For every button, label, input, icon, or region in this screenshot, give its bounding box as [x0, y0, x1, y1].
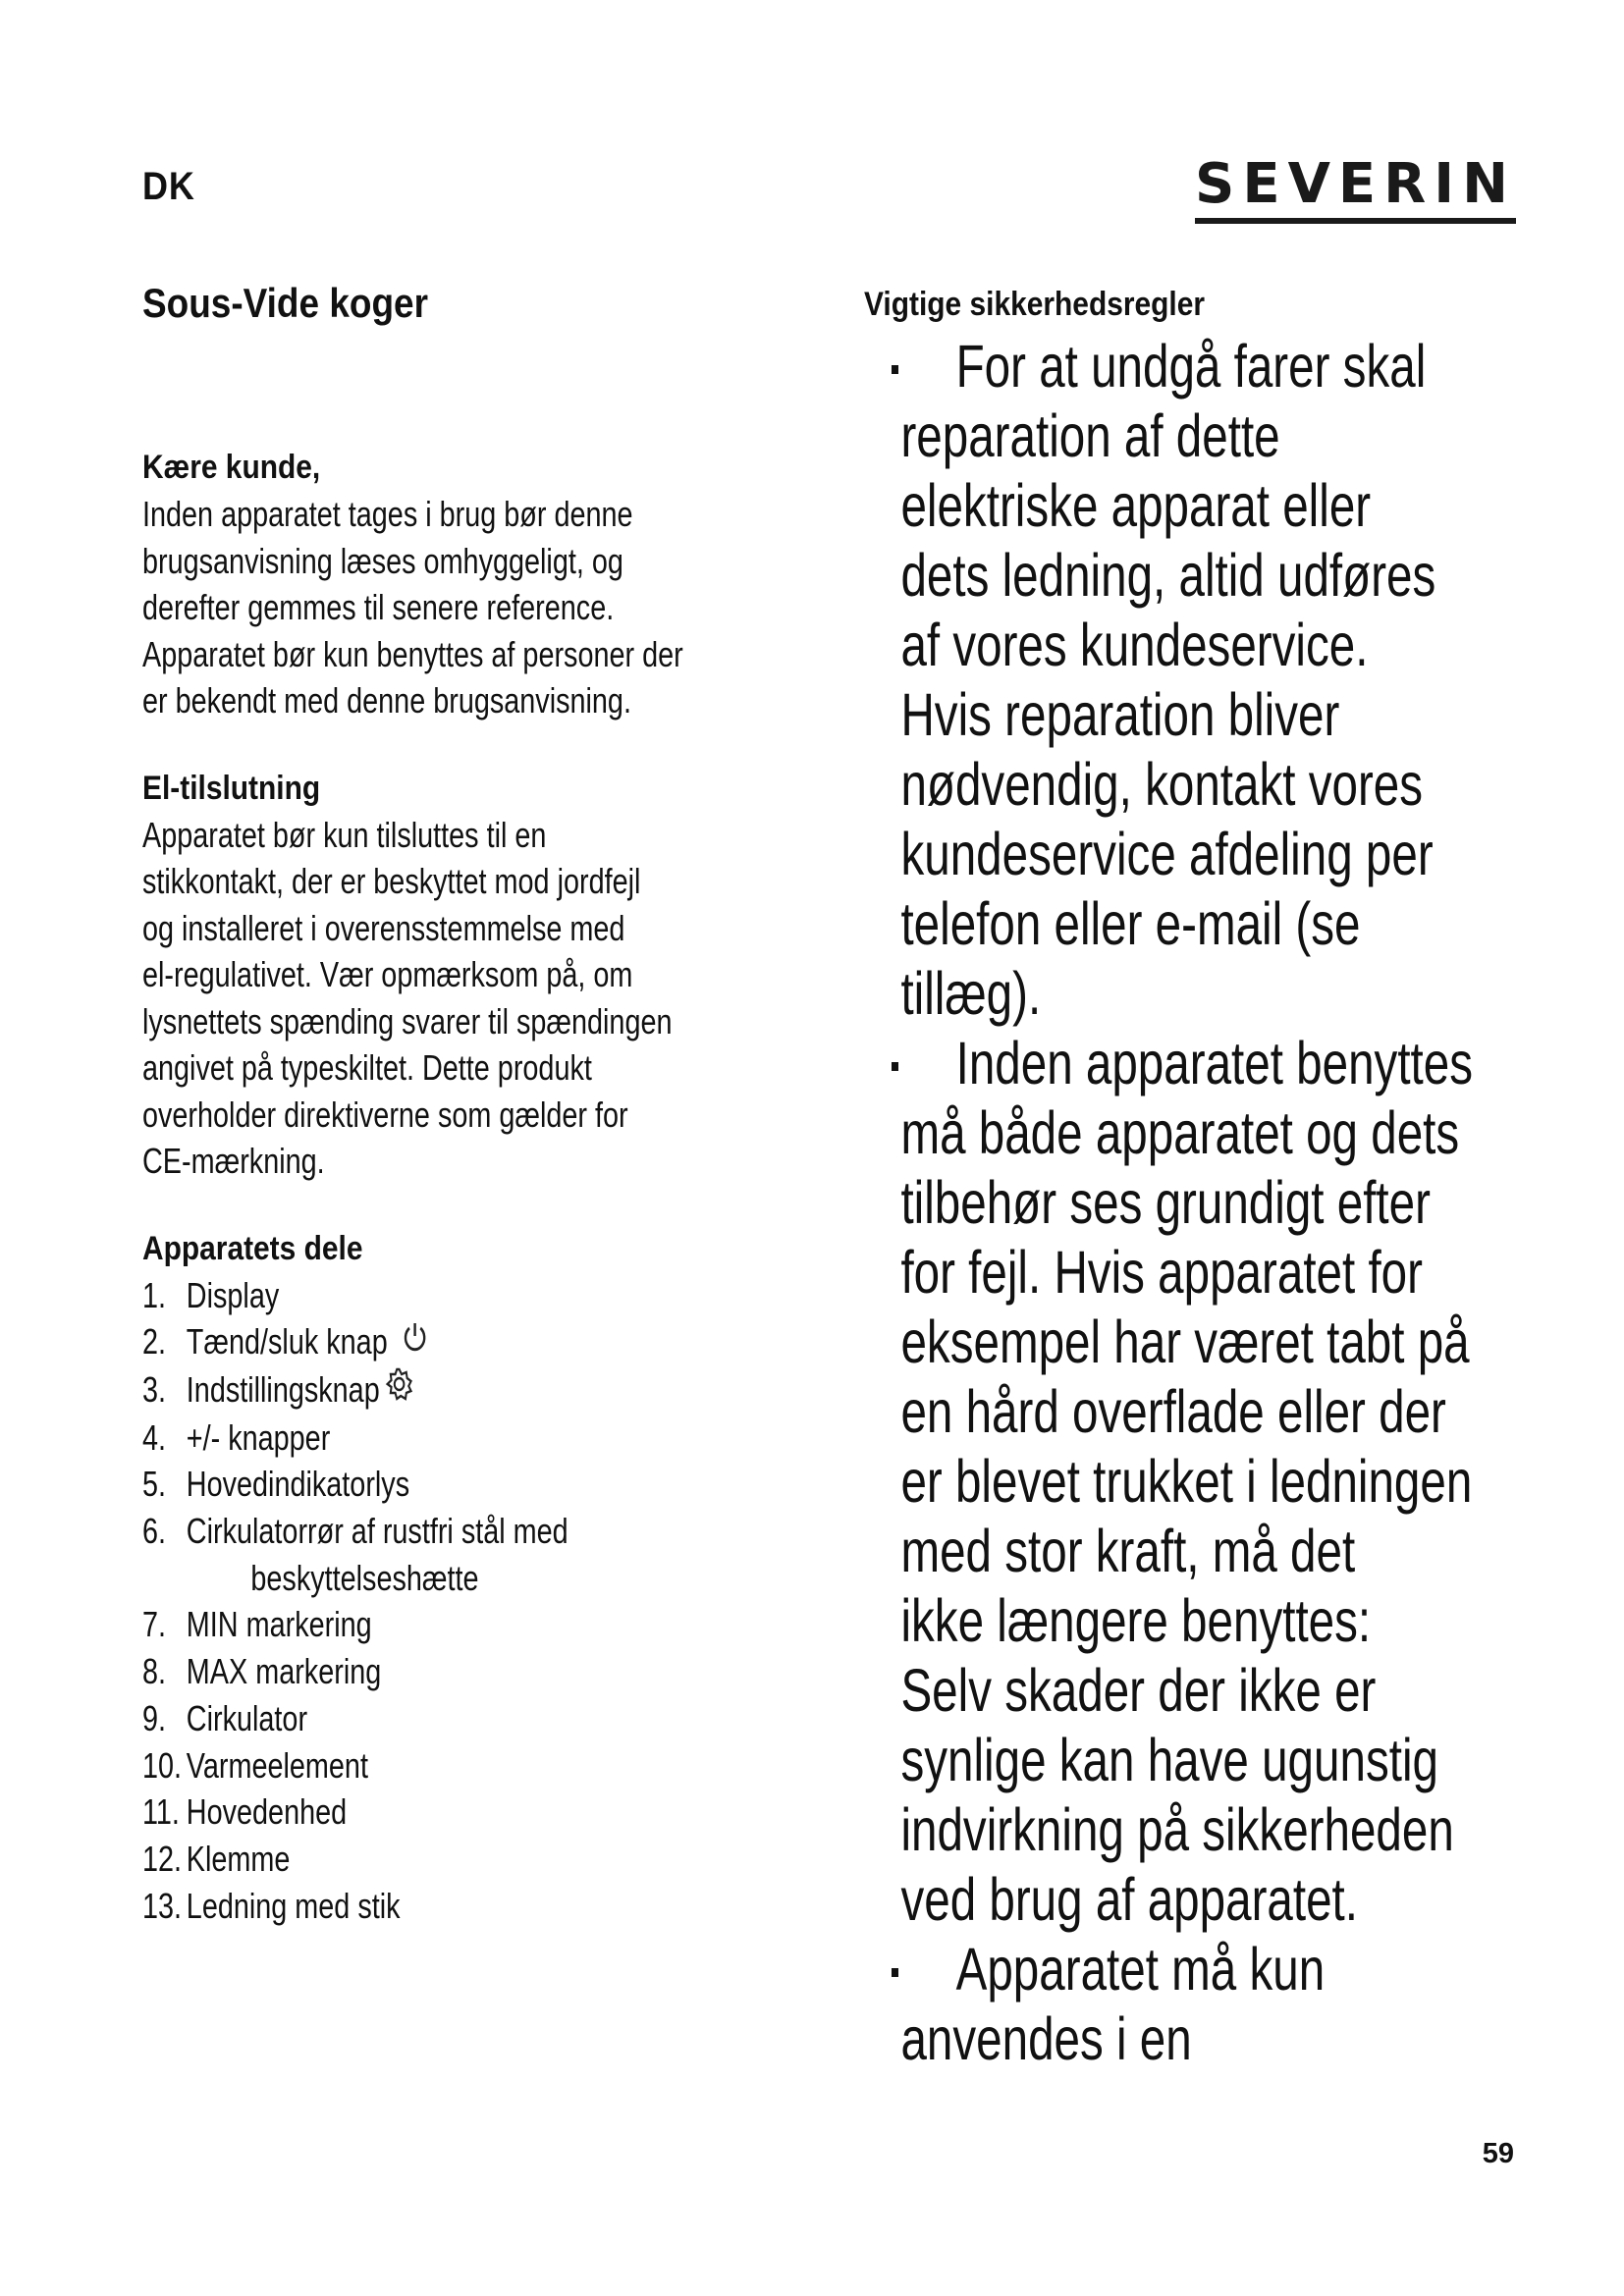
list-item: [142, 1318, 677, 1365]
electrical-line: CE-mærkning.: [142, 1141, 325, 1181]
safety-line: er blevet trukket i ledningen: [900, 1448, 1473, 1515]
safety-bullet: [864, 1029, 1551, 1935]
safety-line: må både apparatet og dets: [900, 1099, 1460, 1166]
intro-line: Apparatet bør kun benyttes af personer der: [142, 633, 683, 674]
electrical-line: el-regulativet. Vær opmærksom på, om: [142, 954, 633, 994]
electrical-line: lysnettets spænding svarer til spændingen: [142, 1000, 673, 1041]
safety-line: telefon eller e-mail (se: [900, 890, 1361, 957]
item-label: Cirkulatorrør af rustfri stål med: [186, 1511, 568, 1552]
safety-line: kundeservice afdeling per: [900, 821, 1434, 887]
item-number: 4.: [142, 1416, 167, 1458]
item-label: MAX markering: [186, 1651, 382, 1692]
list-item: [142, 1508, 677, 1555]
safety-line: reparation af dette: [900, 402, 1280, 469]
item-label: MIN markering: [186, 1604, 372, 1645]
electrical-line: stikkontakt, der er beskyttet mod jordfejl: [142, 861, 641, 901]
item-number: 12.: [142, 1838, 183, 1879]
intro-line: Inden apparatet tages i brug bør denne: [142, 494, 633, 534]
intro-heading: Kære kunde,: [142, 449, 321, 486]
parts-list: [142, 1272, 810, 1930]
parts-section: [142, 1226, 810, 1930]
brand-logo: SEVERIN: [1195, 157, 1516, 224]
list-item: [142, 1648, 677, 1695]
safety-line: Inden apparatet benyttes: [955, 1030, 1474, 1096]
item-label: Hovedenhed: [186, 1791, 348, 1833]
item-label: Tænd/sluk knap: [186, 1321, 388, 1362]
electrical-line: Apparatet bør kun tilsluttes til en: [142, 814, 547, 855]
list-item: [142, 1789, 677, 1836]
list-item: [142, 1272, 677, 1319]
list-item: [142, 1461, 677, 1508]
safety-line: for fejl. Hvis apparatet for: [900, 1239, 1423, 1306]
safety-line: Selv skader der ikke er: [900, 1657, 1377, 1724]
item-label: Hovedindikatorlys: [186, 1464, 410, 1505]
list-item: [142, 1695, 677, 1742]
intro-section: [142, 445, 810, 724]
safety-line: med stor kraft, må det: [900, 1518, 1356, 1584]
item-label: Klemme: [186, 1838, 291, 1879]
safety-line: Hvis reparation bliver: [900, 681, 1340, 748]
safety-bullet: [864, 1935, 1551, 2074]
safety-line: nødvendig, kontakt vores: [900, 751, 1424, 818]
left-column: [142, 280, 810, 1970]
safety-heading: Vigtige sikkerhedsregler: [864, 286, 1206, 323]
safety-line: tillæg).: [900, 960, 1042, 1027]
list-item: [142, 1601, 677, 1648]
item-label: Indstillingsknap: [186, 1368, 380, 1410]
item-label: Varmeelement: [186, 1744, 368, 1786]
intro-line: brugsanvisning læses omhyggeligt, og: [142, 540, 623, 581]
safety-line: af vores kundeservice.: [900, 612, 1369, 678]
page-title: Sous-Vide koger: [142, 280, 428, 326]
parts-heading: Apparatets dele: [142, 1229, 363, 1267]
intro-line: er bekendt med denne brugsanvisning.: [142, 680, 631, 721]
intro-line: derefter gemmes til senere reference.: [142, 587, 615, 627]
safety-line: Apparatet må kun: [955, 1936, 1326, 2002]
electrical-section: [142, 766, 810, 1185]
language-code: DK: [142, 165, 195, 208]
list-item: [142, 1415, 677, 1462]
item-label: beskyttelseshætte: [250, 1557, 479, 1598]
gear-icon: [385, 1365, 414, 1415]
safety-bullet: [864, 332, 1551, 1029]
item-number: 13.: [142, 1885, 183, 1926]
item-number: 2.: [142, 1321, 167, 1362]
safety-line: anvendes i en: [900, 2005, 1192, 2072]
power-icon: [402, 1318, 428, 1365]
item-number: 6.: [142, 1511, 167, 1552]
item-number: 3.: [142, 1368, 167, 1410]
safety-line: For at undgå farer skal: [955, 333, 1427, 400]
item-label: Ledning med stik: [186, 1885, 401, 1926]
item-number: 10.: [142, 1744, 183, 1786]
page-number: 59: [1482, 2138, 1514, 2169]
list-item: [142, 1836, 677, 1883]
electrical-line: angivet på typeskiltet. Dette produkt: [142, 1047, 592, 1088]
electrical-line: og installeret i overensstemmelse med: [142, 907, 625, 948]
list-item: [142, 1365, 677, 1415]
item-number: 8.: [142, 1651, 167, 1692]
safety-line: dets ledning, altid udføres: [900, 542, 1436, 609]
item-number: 9.: [142, 1697, 167, 1738]
safety-line: ved brug af apparatet.: [900, 1866, 1359, 1933]
item-label: +/- knapper: [186, 1416, 331, 1458]
list-item: [142, 1742, 677, 1789]
list-item: [142, 1555, 677, 1602]
item-label: Cirkulator: [186, 1697, 308, 1738]
safety-line: indvirkning på sikkerheden: [900, 1796, 1454, 1863]
item-number: 1.: [142, 1274, 167, 1315]
page-header: [142, 152, 1516, 236]
list-item: [142, 1883, 677, 1930]
safety-line: elektriske apparat eller: [900, 472, 1372, 539]
safety-line: en hård overflade eller der: [900, 1378, 1446, 1445]
item-number: 5.: [142, 1464, 167, 1505]
safety-line: eksempel har været tabt på: [900, 1308, 1470, 1375]
right-column: [864, 285, 1551, 2074]
safety-line: tilbehør ses grundigt efter: [900, 1169, 1431, 1236]
electrical-heading: El-tilslutning: [142, 769, 321, 807]
electrical-line: overholder direktiverne som gælder for: [142, 1094, 628, 1135]
item-label: Display: [186, 1274, 280, 1315]
item-number: 7.: [142, 1604, 167, 1645]
safety-line: ikke længere benyttes:: [900, 1587, 1372, 1654]
item-number: 11.: [142, 1791, 180, 1833]
safety-line: synlige kan have ugunstig: [900, 1727, 1438, 1793]
